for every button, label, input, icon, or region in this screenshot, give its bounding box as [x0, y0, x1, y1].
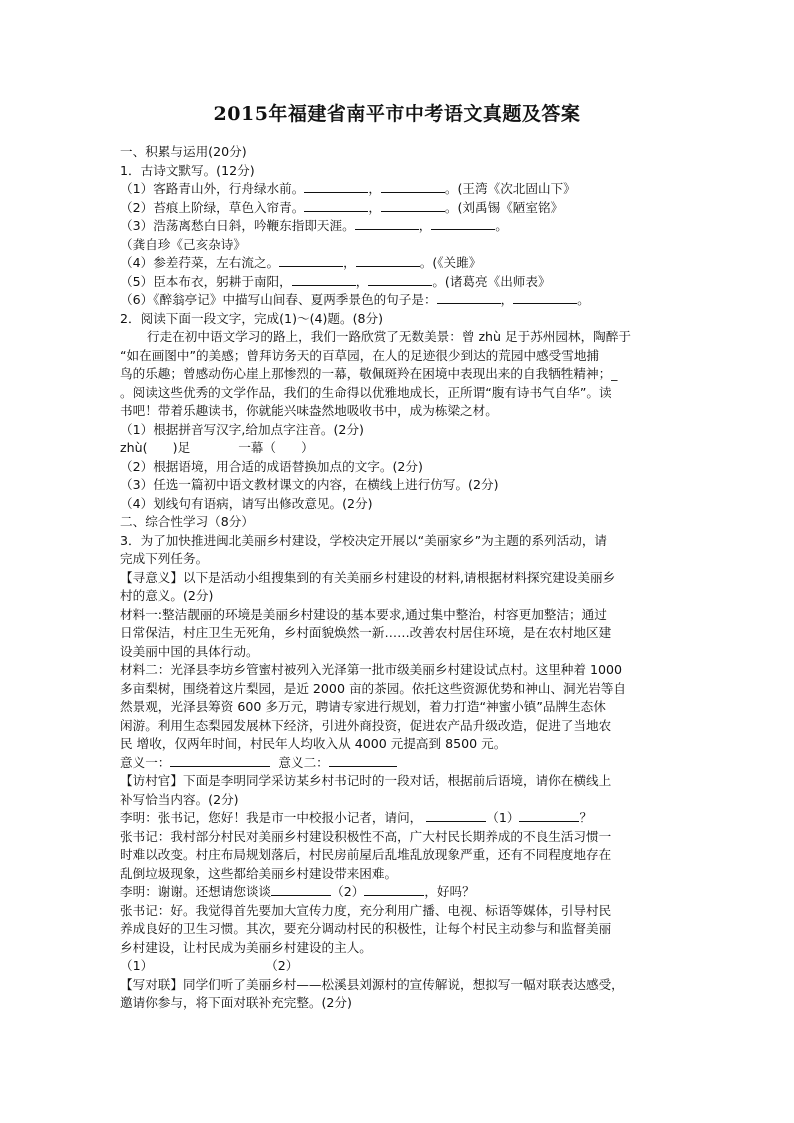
- answer-blank[interactable]: [513, 291, 577, 304]
- material-line: 然景观，光泽县筹资 600 多万元，聘请专家进行规划，着力打造“神蜜小镇”品牌生态休: [120, 699, 606, 714]
- answer-line: 意义一： 意义二：: [120, 754, 680, 773]
- material-line: 材料二：光泽县李坊乡管蜜村被列入光泽第一批市级美丽乡村建设试点村。这里种着 1000: [120, 662, 623, 677]
- document-title: 2015年福建省南平市中考语文真题及答案: [213, 103, 581, 125]
- answer-blank[interactable]: [364, 883, 424, 896]
- answer-blank[interactable]: [304, 180, 368, 193]
- answer-blank[interactable]: [329, 754, 397, 767]
- question-line: （4）划线句有语病，请写出修改意见。(2分): [120, 495, 373, 511]
- question-line: （4）参差荇菜，左右流之。 ， 。(《关雎》: [120, 255, 482, 270]
- answer-blank[interactable]: [292, 273, 356, 286]
- passage-line: “如在画图中”的美感；曾拜访务天的百草园，在人的足迹很少到达的荒园中感受雪地捕: [120, 347, 600, 363]
- question-line: （3）任选一篇初中语文教材课文的内容，在横线上进行仿写。(2分): [120, 477, 499, 492]
- answer-blank[interactable]: [381, 180, 445, 193]
- answer-blank[interactable]: [356, 254, 420, 267]
- answer-blank[interactable]: [271, 883, 331, 896]
- material-line: 设美丽中国的具体行动。: [120, 643, 259, 659]
- material-line: 材料一:整洁靓丽的环境是美丽乡村建设的基本要求,通过集中整治，村容更加整洁；通过: [120, 606, 607, 622]
- dialogue-line: 养成良好的卫生习惯。其次，要充分调动村民的积极性，让每个村民主动参与和监督美丽: [120, 921, 612, 936]
- answer-blank[interactable]: [170, 754, 270, 767]
- question-heading: 2．阅读下面一段文字，完成(1)～(4)题。(8分): [120, 310, 384, 326]
- task-line: 【访村官】下面是李明同学采访某乡村书记时的一段对话，根据前后语境，请你在横线上: [120, 773, 612, 788]
- question-line: zhù( )足 一幕（ ）: [120, 440, 314, 455]
- material-line: 多亩梨树，围绕着这片梨园，是近 2000 亩的茶园。依托这些资源优势和神山、洞光岩等自: [120, 680, 627, 696]
- question-line: （1）根据拼音写汉字,给加点字注音。(2分): [120, 421, 364, 437]
- section-heading: 二、综合性学习（8分）: [120, 514, 254, 529]
- question-line: （3）浩荡离愁白日斜，吟鞭东指即天涯。 ， 。: [120, 218, 508, 233]
- passage-line: 。阅读这些优秀的文学作品，我们的生命得以优雅地成长，正所谓“腹有诗书气自华”。读: [120, 384, 612, 400]
- question-line: （2）根据语境，用合适的成语替换加点的文字。(2分): [120, 458, 423, 474]
- text-line: （龚自珍《己亥杂诗》: [120, 236, 246, 252]
- task-line: 【寻意义】以下是活动小组搜集到的有关美丽乡村建设的材料,请根据材料探究建设美丽乡: [120, 569, 616, 585]
- passage-line: 行走在初中语文学习的路上，我们一路欣赏了无数美景：曾 zhù 足于苏州园林，陶醉于: [147, 329, 631, 344]
- dialogue-line: 张书记：我村部分村民对美丽乡村建设积极性不高，广大村民长期养成的不良生活习惯一: [120, 828, 612, 844]
- task-line: 邀请你参与，将下面对联补充完整。(2分): [120, 995, 352, 1010]
- dialogue-line: 李明：谢谢。还想请您谈谈 （2） ，好吗？: [120, 884, 475, 899]
- task-line: 村的意义。(2分): [120, 588, 214, 603]
- question-line: 3．为了加快推进闽北美丽乡村建设，学校决定开展以“美丽家乡”为主题的系列活动，请: [120, 532, 608, 548]
- question-line: （2）苔痕上阶绿，草色入帘青。 ， 。(刘禹锡《陋室铭》: [120, 199, 564, 215]
- passage-line: 鸟的乐趣；曾感动伤心崖上那惨烈的一幕，敬佩斑羚在困境中表现出来的自我牺牲精神；_: [120, 366, 618, 381]
- answer-blank[interactable]: [431, 217, 495, 230]
- task-line: 补写恰当内容。(2分): [120, 791, 239, 807]
- document-body: [120, 143, 680, 1013]
- answer-blank[interactable]: [437, 291, 501, 304]
- material-line: 民 增收，仅两年时间，村民年人均收入从 4000 元提高到 8500 元。: [120, 736, 507, 751]
- question-heading: 1．古诗文默写。(12分): [120, 162, 255, 178]
- answer-blank[interactable]: [519, 809, 579, 822]
- material-line: 日常保洁，村庄卫生无死角，乡村面貌焕然一新……改善农村居住环境，是在农村地区建: [120, 625, 612, 640]
- dialogue-line: 时难以改变。村庄布局规划落后，村民房前屋后乱堆乱放现象严重，还有不同程度地存在: [120, 847, 612, 862]
- question-line: （1）客路青山外，行舟绿水前。 ， 。(王湾《次北固山下》: [120, 181, 576, 196]
- section-heading: 一、积累与运用(20分): [120, 144, 247, 159]
- answer-blank[interactable]: [279, 254, 343, 267]
- task-line: 【写对联】同学们听了美丽乡村——松溪县刘源村的宣传解说，想拟写一幅对联表达感受，: [120, 976, 624, 992]
- question-line: 完成下列任务。: [120, 551, 209, 566]
- dialogue-line: 乡村建设，让村民成为美丽乡村建设的主人。: [120, 939, 372, 955]
- passage-line: 书吧！带着乐趣读书，你就能兴味盎然地吸收书中，成为栋梁之材。: [120, 403, 498, 418]
- answer-blank[interactable]: [426, 809, 486, 822]
- answer-line: （1） （2）: [120, 958, 299, 973]
- answer-blank[interactable]: [368, 273, 432, 286]
- question-line: （6）《醉翁亭记》中描写山间春、夏两季景色的句子是： ， 。: [120, 292, 590, 307]
- answer-blank[interactable]: [304, 199, 368, 212]
- answer-blank[interactable]: [355, 217, 419, 230]
- dialogue-line: 乱倒垃圾现象，这些都给美丽乡村建设带来困难。: [120, 865, 398, 881]
- material-line: 闲游。利用生态梨园发展林下经济，引进外商投资，促进农产品升级改造，促进了当地农: [120, 717, 612, 733]
- dialogue-line: 张书记：好。我觉得首先要加大宣传力度，充分利用广播、电视、标语等媒体，引导村民: [120, 902, 612, 918]
- question-line: （5）臣本布衣，躬耕于南阳， ， 。(诸葛亮《出师表》: [120, 273, 551, 289]
- dialogue-line: 李明：张书记，您好！我是市一中校报小记者，请问， （1） ？: [120, 810, 593, 825]
- answer-blank[interactable]: [381, 199, 445, 212]
